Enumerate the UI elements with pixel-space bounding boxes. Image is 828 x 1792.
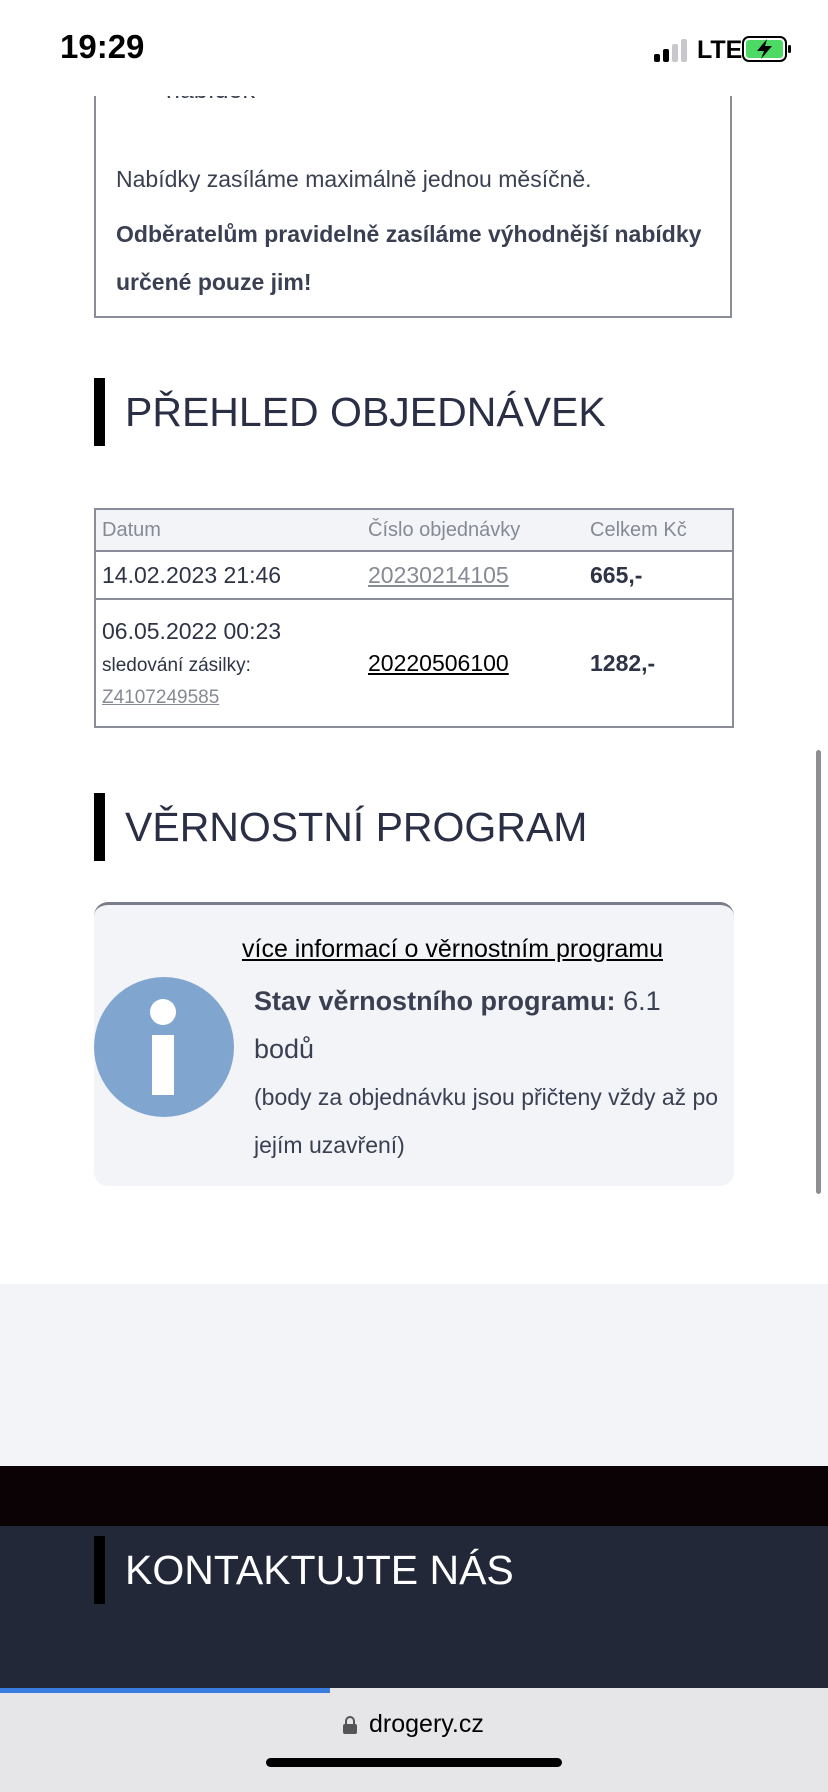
url-text[interactable]: drogery.cz: [369, 1710, 484, 1738]
loyalty-note: (body za objednávku jsou přičteny vždy až po jejím uzavření): [254, 1084, 719, 1158]
newsletter-benefit-text: Odběratelům pravidelně zasíláme výhodnější nabídky určené pouze jim!: [116, 221, 702, 295]
home-indicator[interactable]: [266, 1758, 562, 1767]
footer-spacer: [0, 1284, 828, 1466]
info-icon: [94, 977, 234, 1117]
loyalty-card: [94, 902, 734, 1186]
table-row: [95, 599, 733, 727]
order-number-link[interactable]: 20220506100: [368, 649, 509, 676]
scrollbar[interactable]: [816, 750, 821, 1194]
table-row: [95, 551, 733, 599]
footer-divider: [0, 1466, 828, 1526]
tracking-label: sledování zásilky:: [102, 654, 251, 676]
lock-icon: [343, 1716, 357, 1734]
network-label: LTE: [697, 36, 743, 64]
order-total: 1282,-: [584, 599, 733, 727]
browser-address-bar[interactable]: [0, 1688, 828, 1792]
loyalty-heading: VĚRNOSTNÍ PROGRAM: [94, 793, 587, 861]
table-header-row: [95, 509, 733, 551]
header-order-number: Číslo objednávky: [362, 509, 584, 551]
tracking-link[interactable]: Z4107249585: [102, 686, 220, 708]
loyalty-info-link[interactable]: více informací o věrnostním programu: [242, 935, 663, 963]
battery-charging-icon: [742, 36, 792, 62]
contact-heading: KONTAKTUJTE NÁS: [94, 1536, 514, 1604]
signal-icon: [654, 38, 690, 62]
loyalty-points: 6.1 bodů: [254, 986, 661, 1064]
order-date-cell: [95, 599, 362, 727]
status-bar: [0, 0, 828, 96]
clock: 19:29: [60, 28, 145, 65]
order-number-link[interactable]: 20230214105: [368, 561, 509, 588]
order-total: 665,-: [584, 551, 733, 599]
page-load-progress: [0, 1688, 330, 1693]
header-date: Datum: [95, 509, 362, 551]
orders-heading: PŘEHLED OBJEDNÁVEK: [94, 378, 606, 446]
header-total: Celkem Kč: [584, 509, 733, 551]
orders-table: [94, 508, 734, 728]
loyalty-status: [254, 977, 724, 1073]
newsletter-frequency-text: Nabídky zasíláme maximálně jednou měsíčně.: [116, 166, 592, 192]
order-date: 06.05.2022 00:23: [102, 617, 282, 644]
loyalty-status-label: Stav věrnostního programu:: [254, 986, 616, 1016]
order-date: 14.02.2023 21:46: [95, 551, 362, 599]
